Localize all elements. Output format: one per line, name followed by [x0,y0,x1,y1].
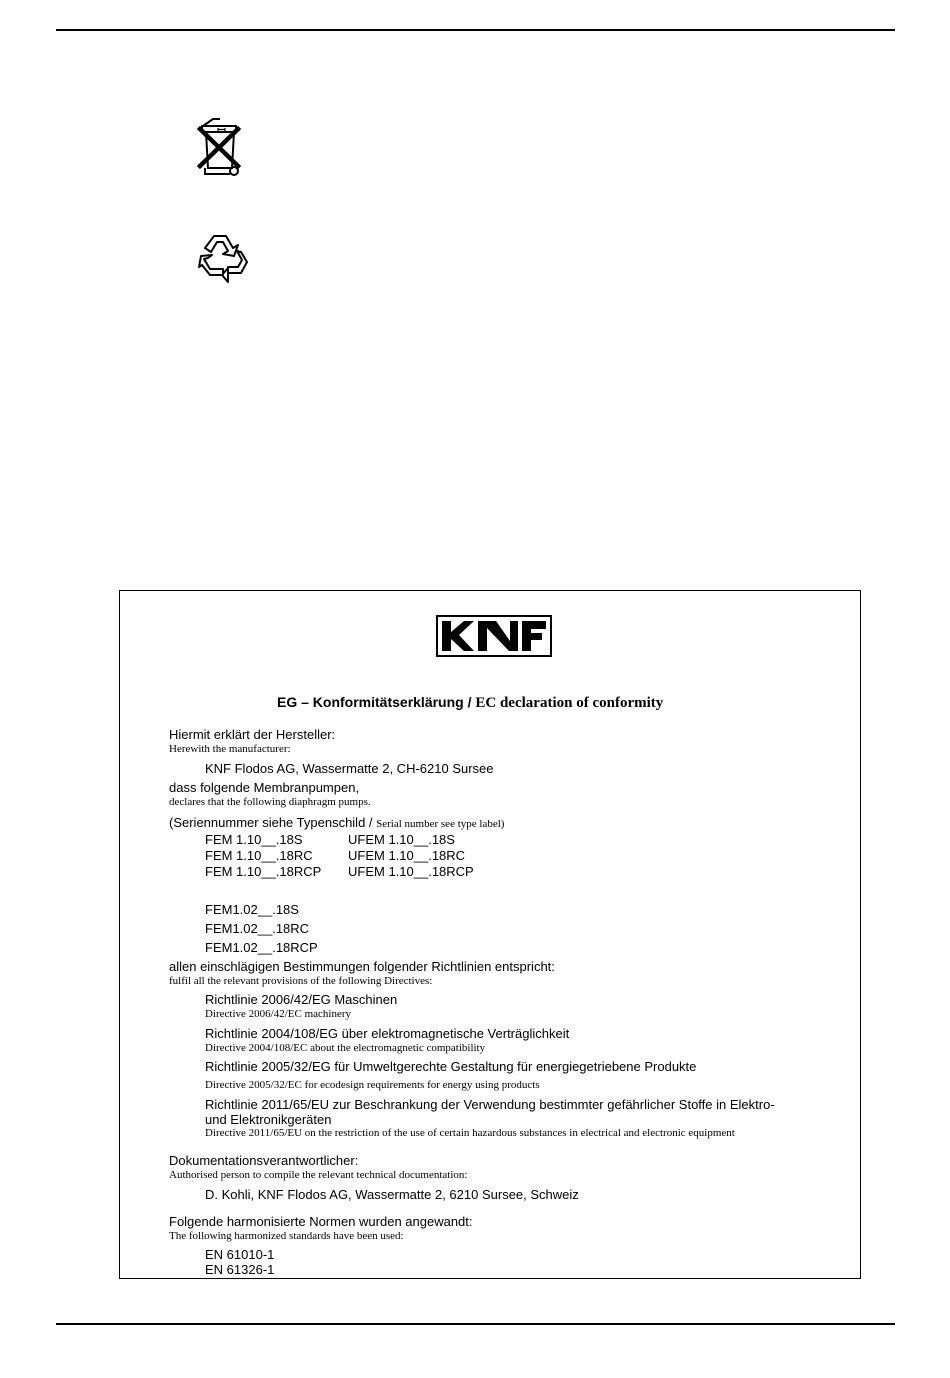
serial-note: (Seriennummer siehe Typenschild / Serial number see type label) [169,815,505,830]
model-right: UFEM 1.10__.18RC [348,848,466,863]
model-left: FEM 1.10__.18RC [205,848,313,863]
manufacturer-address: KNF Flodos AG, Wassermatte 2, CH-6210 Sursee [205,761,494,776]
manufacturer-label-de: Hiermit erklärt der Hersteller: [169,727,336,742]
doc-person: D. Kohli, KNF Flodos AG, Wassermatte 2, 6210 Sursee, Schweiz [205,1187,579,1202]
doc-person-label-en: Authorised person to compile the relevant technical documentation: [169,1169,468,1181]
standards-label-en: The following harmonized standards have been used: [169,1230,404,1242]
standard-item: EN 61010-1 [205,1247,275,1262]
directive-en: Directive 2004/108/EC about the electromagnetic compatibility [205,1042,486,1054]
model-extra: FEM1.02__.18S [205,902,299,917]
fulfil-label-en: fulfil all the relevant provisions of the following Directives: [169,975,433,987]
doc-person-label-de: Dokumentationsverantwortlicher: [169,1153,359,1168]
directive-en: Directive 2006/42/EC machinery [205,1008,352,1020]
ec-declaration-box [119,590,861,1279]
pumps-label-de: dass folgende Membranpumpen, [169,780,360,795]
directive-de-continued: und Elektronikgeräten [205,1112,332,1127]
declaration-title: EG – Konformitätserklärung / EC declaration of conformity [277,694,664,711]
model-extra: FEM1.02__.18RCP [205,940,318,955]
model-left: FEM 1.10__.18RCP [205,864,322,879]
model-extra: FEM1.02__.18RC [205,921,310,936]
bottom-rule [56,1323,895,1325]
standards-label-de: Folgende harmonisierte Normen wurden angewandt: [169,1214,473,1229]
directive-de: Richtlinie 2011/65/EU zur Beschrankung der Verwendung bestimmter gefährlicher Stoffe in Elektro- [205,1097,775,1112]
top-rule [56,29,895,31]
model-left: FEM 1.10__.18S [205,832,303,847]
model-right: UFEM 1.10__.18S [348,832,455,847]
standard-item: EN 61326-1 [205,1262,275,1277]
fulfil-label-de: allen einschlägigen Bestimmungen folgender Richtlinien entspricht: [169,959,555,974]
directive-de: Richtlinie 2006/42/EG Maschinen [205,992,398,1007]
pumps-label-en: declares that the following diaphragm pumps. [169,796,371,808]
directive-en: Directive 2005/32/EC for ecodesign requirements for energy using products [205,1079,540,1091]
crossed-out-wheelie-bin-icon [194,116,248,183]
directive-de: Richtlinie 2005/32/EG für Umweltgerechte Gestaltung für energiegetriebene Produkte [205,1059,697,1074]
directive-de: Richtlinie 2004/108/EG über elektromagnetische Verträglichkeit [205,1026,570,1041]
recycling-icon [196,230,250,289]
model-right: UFEM 1.10__.18RCP [348,864,474,879]
directive-en: Directive 2011/65/EU on the restriction of the use of certain hazardous substances in electrical and electronic equipment [205,1127,735,1139]
knf-logo [436,615,552,662]
manufacturer-label-en: Herewith the manufacturer: [169,743,291,755]
